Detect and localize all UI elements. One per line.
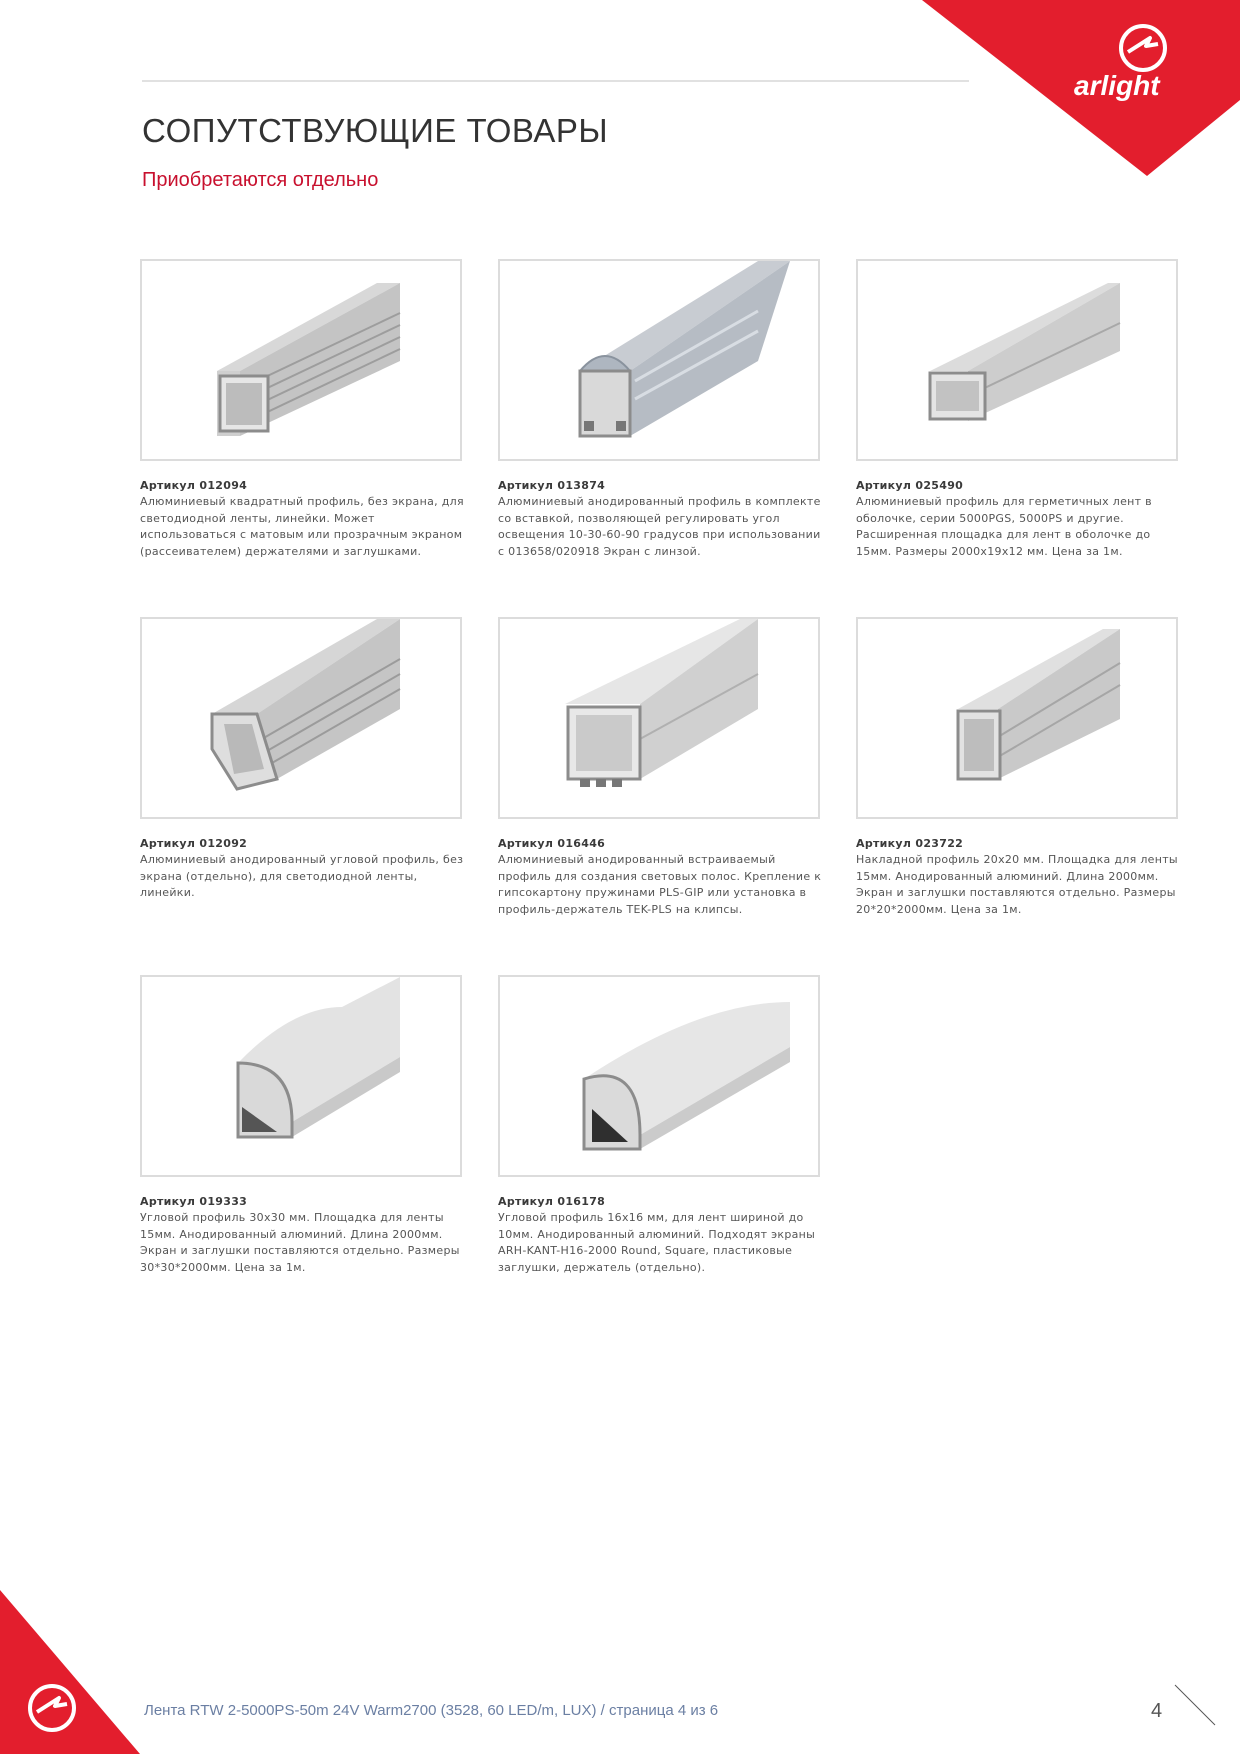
product-image-frame — [498, 975, 820, 1177]
page-corner-decoration — [1170, 1680, 1220, 1730]
product-image-frame — [498, 259, 820, 461]
corner-round-profile-image — [142, 977, 460, 1175]
product-description: Угловой профиль 16x16 мм, для лент шириной до 10мм. Анодированный алюминий. Подходят экраны ARH-KANT-H16-2000 Round, Square, пластиковые заглушки, держатель (отдельно). — [498, 1211, 816, 1274]
product-image-frame — [140, 617, 462, 819]
builtin-profile-image — [500, 619, 818, 817]
product-description: Угловой профиль 30x30 мм. Площадка для ленты 15мм. Анодированный алюминий. Длина 2000мм. Экран и заглушки поставляются отдельно. Размеры 30*30*2000мм. Цена за 1м. — [140, 1211, 460, 1274]
product-article: Артикул 013874 — [498, 479, 606, 492]
small-corner-profile-image — [500, 977, 818, 1175]
product-card — [140, 259, 470, 560]
product-article: Артикул 016178 — [498, 1195, 606, 1208]
product-description: Алюминиевый анодированный встраиваемый профиль для создания световых полос. Крепление к гипсокартону пружинами PLS-GIP или установка в профиль-держатель TEK-PLS на клипсы. — [498, 853, 822, 916]
product-article: Артикул 025490 — [856, 479, 964, 492]
product-image-frame — [140, 259, 462, 461]
product-article: Артикул 012094 — [140, 479, 248, 492]
wide-profile-image — [858, 261, 1176, 459]
page-number: 4 — [1151, 1700, 1163, 1722]
product-article: Артикул 016446 — [498, 837, 606, 850]
product-article: Артикул 012092 — [140, 837, 248, 850]
product-description: Накладной профиль 20x20 мм. Площадка для ленты 15мм. Анодированный алюминий. Длина 2000мм. Экран и заглушки поставляются отдельно. Размеры 20*20*2000мм. Цена за 1м. — [856, 853, 1178, 916]
product-description: Алюминиевый квадратный профиль, без экрана, для светодиодной ленты, линейки. Может использоваться с матовым или прозрачным экраном (рассеивателем) держателями и заглушками. — [140, 495, 464, 558]
product-card — [498, 975, 828, 1276]
product-image-frame — [856, 259, 1178, 461]
footer-document-title: Лента RTW 2-5000PS-50m 24V Warm2700 (3528, 60 LED/m, LUX) / страница 4 из 6 — [144, 1702, 719, 1719]
surface-profile-image — [858, 619, 1176, 817]
header-divider — [142, 80, 969, 82]
corner-profile-image — [142, 619, 460, 817]
product-card — [140, 975, 470, 1276]
lens-profile-image — [500, 261, 818, 459]
product-card — [856, 259, 1186, 560]
product-article: Артикул 023722 — [856, 837, 964, 850]
product-description: Алюминиевый анодированный угловой профиль, без экрана (отдельно), для светодиодной ленты, линейки. — [140, 853, 464, 899]
square-profile-image — [142, 261, 460, 459]
product-image-frame — [140, 975, 462, 1177]
product-article: Артикул 019333 — [140, 1195, 248, 1208]
product-description: Алюминиевый профиль для герметичных лент в оболочке, серии 5000PGS, 5000PS и другие. Расширенная площадка для лент в оболочке до 15мм. Размеры 2000x19x12 мм. Цена за 1м. — [856, 495, 1152, 558]
product-card — [140, 617, 470, 902]
product-image-frame — [856, 617, 1178, 819]
product-image-frame — [498, 617, 820, 819]
product-card — [856, 617, 1186, 918]
product-card — [498, 617, 828, 918]
logo-text: arlight — [1074, 70, 1160, 101]
product-card — [498, 259, 828, 560]
footer-brand-corner — [0, 1590, 140, 1754]
page-subtitle: Приобретаются отдельно — [142, 169, 379, 191]
product-description: Алюминиевый анодированный профиль в комплекте со вставкой, позволяющей регулировать угол освещения 10-30-60-90 градусов при использовании с 013658/020918 Экран с линзой. — [498, 495, 821, 558]
page-title: СОПУТСТВУЮЩИЕ ТОВАРЫ — [142, 112, 609, 149]
